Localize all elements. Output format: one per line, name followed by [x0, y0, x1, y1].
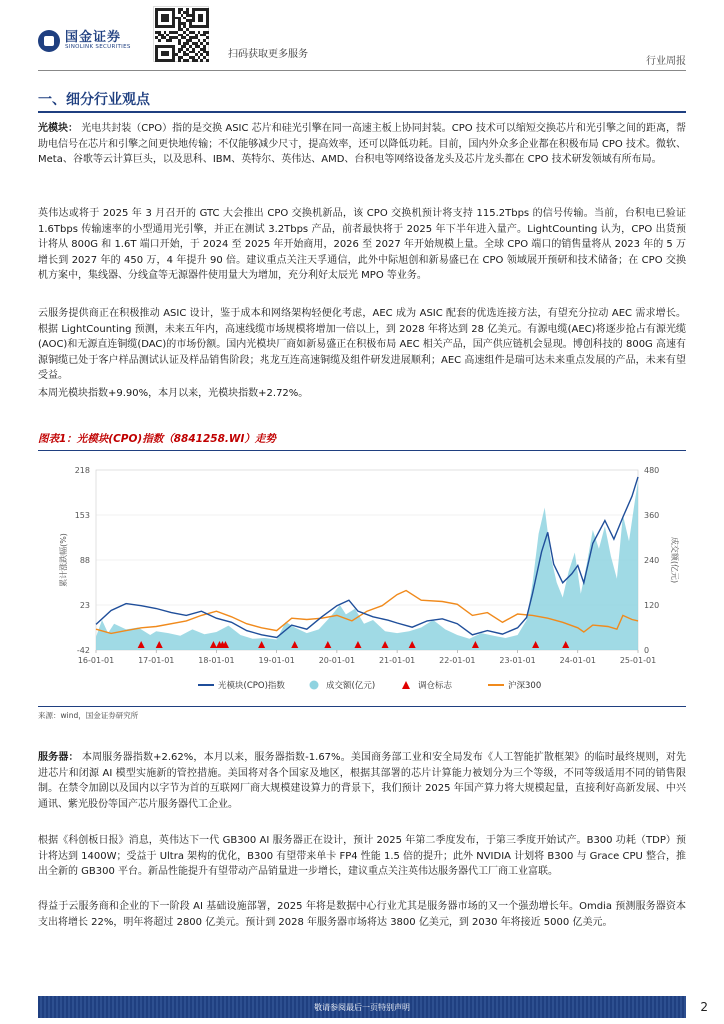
- x-tick-label: 16-01-01: [77, 656, 115, 665]
- logo-name-en: SINOLINK SECURITIES: [65, 44, 131, 50]
- x-tick-label: 19-01-01: [258, 656, 295, 665]
- y-left-tick-label: 218: [74, 466, 90, 475]
- legend-volume-label: 成交额(亿元): [326, 681, 376, 691]
- y-left-axis-label: 累计涨跌幅(%): [59, 533, 68, 587]
- paragraph-lead-server: 服务器：: [38, 752, 79, 763]
- paragraph-server-market: 得益于云服务商和企业的下一阶段 AI 基础设施部署，2025 年将是数据中心行业尤其是服务器市场的又一个强劲增长年。Omdia 预测服务器资本支出将增长 22%，明年将超过 2800 亿美元。预计到 2028 年服务器市场将达 3800 亿美元，到 2030 年将接近 5000 亿美元。: [38, 901, 686, 928]
- x-tick-label: 24-01-01: [559, 656, 596, 665]
- logo-icon: [38, 30, 60, 52]
- legend-cpo-index-label: 光模块(CPO)指数: [218, 681, 285, 691]
- footer-disclaimer: 敬请参阅最后一页特别声明: [314, 1003, 410, 1012]
- paragraph-body: 本周服务器指数+2.62%，本月以来，服务器指数-1.67%。美国商务部工业和安全局发布《人工智能扩散框架》的临时最终规则，对先进芯片和闭源 AI 模型实施新的管控措施。美国将对各个国家及地区，根据其部署的芯片计算能力被划分为三个等级，不同等级适用不同的销售限制。在禁令加剧以及国内以字节为首的互联网厂商大规模建设算力的背景下，我们预计 2025 年国产算力将大规模起量，直接利好高新发展、中兴通讯、紫光股份等国产芯片服务器代工企业。: [38, 752, 686, 810]
- page-header: [0, 0, 724, 72]
- legend-rebalance-label: 调仓标志: [418, 681, 453, 691]
- x-tick-label: 17-01-01: [138, 656, 175, 665]
- cpo-index-chart: [38, 458, 686, 702]
- y-left-tick-label: 23: [79, 601, 90, 610]
- y-right-tick-label: 120: [644, 601, 660, 610]
- paragraph-optical-intro: [38, 121, 686, 168]
- legend-volume-swatch: [310, 681, 319, 690]
- volume-area-series: [96, 481, 638, 650]
- y-left-tick-label: 88: [79, 556, 90, 565]
- qr-code-icon[interactable]: [153, 6, 209, 62]
- paragraph-server-intro: [38, 750, 686, 812]
- section-title: 一、细分行业观点: [38, 92, 150, 108]
- x-tick-label: 22-01-01: [439, 656, 476, 665]
- legend-rebalance-swatch: [402, 681, 410, 689]
- paragraph-gb300: 根据《科创板日报》消息，英伟达下一代 GB300 AI 服务器正在设计，预计 2025 年第二季度发布，于第三季度开始试产。B300 功耗（TDP）预计将达到 1400W；受益于 Ultra 架构的优化，B300 有望带来单卡 FP4 性能 1.5 倍的提升；此外 NVIDIA 计划将 B300 与 Grace CPU 整合，推出全新的 GB300 平台。新品性能提升有望带动产品销量进一步增长，建议重点关注英伟达服务器代工厂商工业富联。: [38, 835, 686, 877]
- paragraph-aec: 云服务提供商正在积极推动 ASIC 设计，鉴于成本和网络架构轻便化考虑，AEC 成为 ASIC 配套的优选连接方法，有望充分拉动 AEC 需求增长。根据 LightCounting 预测，未来五年内，高速线缆市场规模将增加一倍以上，到 2028 年将达到 28 亿美元。有源电缆(AEC)将逐步抢占有源光缆(AOC)和无源直连铜缆(DAC)的市场份额。国内光模块厂商如新易盛正在积极布局 AEC 相关产品，国产供应链机会显现。博创科技的 800G 高速有源铜缆已处于客户样品测试认证及样品销售阶段；兆龙互连高速铜缆及组件研发进展顺利；AEC 高速组件是瑞可达未来重点发展的产品，未来有望受益。: [38, 308, 686, 381]
- x-tick-label: 21-01-01: [378, 656, 416, 665]
- x-tick-label: 20-01-01: [318, 656, 356, 665]
- header-divider: [38, 70, 686, 71]
- x-tick-label: 23-01-01: [499, 656, 536, 665]
- y-left-tick-label: -42: [76, 646, 90, 655]
- section-divider: [38, 111, 686, 113]
- qr-caption: 扫码获取更多服务: [228, 49, 308, 60]
- y-right-axis-label: 成交额(亿元): [670, 536, 679, 584]
- y-right-tick-label: 240: [644, 556, 660, 565]
- x-tick-label: 18-01-01: [198, 656, 235, 665]
- legend-hs300-label: 沪深300: [508, 681, 542, 691]
- x-tick-label: 25-01-01: [619, 656, 657, 665]
- page-number: 2: [700, 1000, 708, 1014]
- figure-top-divider: [38, 450, 686, 451]
- figure-title: 图表1：光模块(CPO)指数（8841258.WI）走势: [38, 433, 276, 445]
- source-divider: [38, 706, 686, 707]
- paragraph-body: 光电共封装（CPO）指的是交换 ASIC 芯片和硅光引擎在同一高速主板上协同封装。CPO 技术可以缩短交换芯片和光引擎之间的距离，帮助电信号在芯片和引擎之间更快地传输；不仅能够减少尺寸，提高效率，还可以降低功耗。目前，国内外众多企业都在积极布局 CPO 技术。微软、Meta、谷歌等云计算巨头，以及思科、IBM、英特尔、英伟达、AMD、台积电等网络设备龙头及芯片龙头都在 CPO 技术研发领域有所布局。: [38, 123, 686, 165]
- page-footer: [0, 992, 724, 1024]
- paragraph-lead-optical: 光模块：: [38, 123, 79, 134]
- figure-source: 来源：wind，国金证券研究所: [38, 711, 139, 720]
- company-logo[interactable]: [38, 30, 131, 52]
- y-left-tick-label: 153: [74, 511, 90, 520]
- logo-name-zh: 国金证券: [65, 30, 122, 45]
- y-right-tick-label: 480: [644, 466, 660, 475]
- paragraph-optical-index: 本周光模块指数+9.90%，本月以来，光模块指数+2.72%。: [38, 388, 309, 399]
- y-right-tick-label: 360: [644, 511, 660, 520]
- y-right-tick-label: 0: [644, 646, 650, 655]
- paragraph-cpo-nvidia: 英伟达或将于 2025 年 3 月召开的 GTC 大会推出 CPO 交换机新品，该 CPO 交换机预计将支持 115.2Tbps 的信号传输。当前，台积电已验证 1.6Tbps 传输速率的小型通用光引擎，并正在测试 3.2Tbps 产品，前者最快将于 2025 年下半年进入量产。LightCounting 认为，CPO 出货预计将从 800G 和 1.6T 端口开始，于 2024 至 2025 年开始商用，2026 至 2027 年开始规模上量。全球 CPO 端口的销售量将从 2023 年的 5 万增长到 2027 年的 450 万，4 年提升 90 倍。建议重点关注天孚通信，此外中际旭创和新易盛已在 CPO 领域展开预研和技术储备；在 CPO 交换机方案中，集线器、分线盒等无源器件使用量大为增加，充分利好太辰光 MPO 等业务。: [38, 208, 686, 281]
- document-type-label: 行业周报: [646, 56, 686, 67]
